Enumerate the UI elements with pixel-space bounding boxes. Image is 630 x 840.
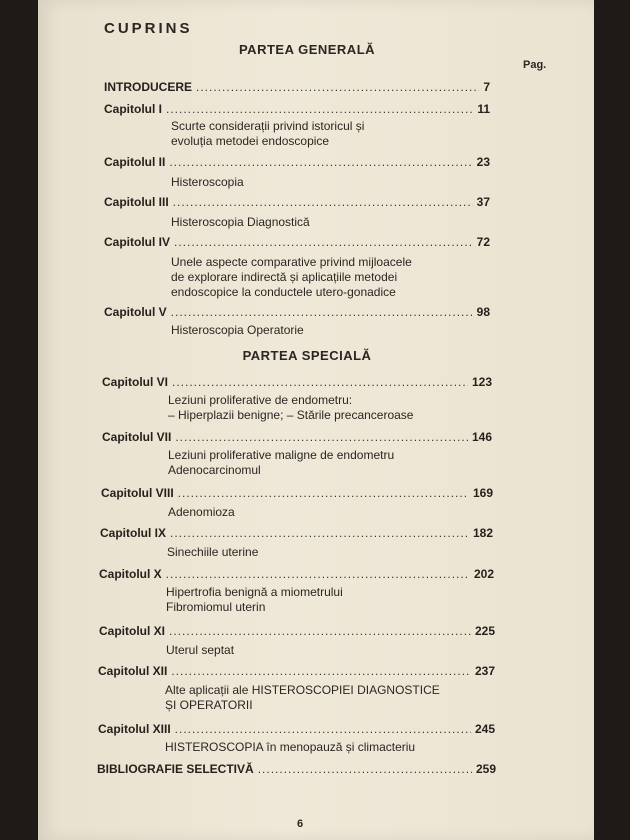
toc-chapter-6-title: Leziuni proliferative de endometru: – Hiperplazii benigne; – Stările precanceroase [168,393,414,422]
toc-chapter-13-title: HISTEROSCOPIA în menopauză și climacteriu [165,740,416,754]
toc-entry-chapter-10 [99,567,494,581]
toc-entry-page: 37 [476,195,490,209]
toc-entry-label: Capitolul X [99,567,162,581]
toc-entry-page: 7 [483,80,490,94]
toc-chapter-3-title: Histeroscopia Diagnostică [171,215,310,229]
section-general-title: PARTEA GENERALĂ [238,42,376,57]
toc-entry-label: Capitolul VI [102,375,168,389]
toc-entry-page: 72 [476,235,490,249]
toc-entry-page: 98 [476,305,490,319]
toc-entry-label: Capitolul II [104,155,166,169]
toc-entry-bibliography [97,762,496,776]
dot-leader [166,102,473,116]
section-special-title: PARTEA SPECIALĂ [242,348,372,363]
toc-entry-label: Capitolul VII [102,430,172,444]
toc-entry-page: 169 [472,486,493,500]
dot-leader [258,762,472,776]
dot-leader [175,430,468,444]
dot-leader [171,305,473,319]
dot-leader [175,722,471,736]
toc-entry-chapter-5 [104,305,490,319]
toc-entry-page: 259 [475,762,496,776]
toc-entry-page: 202 [473,567,494,581]
toc-entry-label: Capitolul XII [98,664,168,678]
toc-chapter-1-title: Scurte considerații privind istoricul și evoluția metodei endoscopice [171,119,365,148]
toc-entry-label: INTRODUCERE [104,80,193,94]
toc-chapter-9-title: Sinechiile uterine [167,545,259,559]
toc-entry-page: 123 [471,375,492,389]
toc-entry-page: 237 [474,664,495,678]
toc-entry-page: 23 [476,155,490,169]
toc-entry-label: Capitolul XI [99,624,165,638]
toc-entry-label: Capitolul IX [100,526,166,540]
toc-chapter-5-title: Histeroscopia Operatorie [171,323,304,337]
dot-leader [178,486,469,500]
toc-entry-chapter-6 [102,375,492,389]
toc-entry-label: Capitolul III [104,195,169,209]
page-number: 6 [297,818,304,830]
toc-chapter-8-title: Adenomioza [168,505,235,519]
toc-entry-page: 182 [472,526,493,540]
toc-entry-label: Capitolul IV [104,235,170,249]
toc-entry-chapter-12 [98,664,495,678]
dot-leader [169,155,472,169]
toc-entry-page: 225 [474,624,495,638]
page-column-label: Pag. [523,59,547,71]
dot-leader [169,624,471,638]
toc-entry-chapter-9 [100,526,493,540]
toc-entry-chapter-8 [101,486,493,500]
toc-entry-chapter-11 [99,624,495,638]
contents-heading: CUPRINS [104,20,193,37]
dot-leader [196,80,479,94]
toc-entry-label: Capitolul XIII [98,722,171,736]
toc-entry-intro [104,80,490,94]
toc-entry-label: Capitolul V [104,305,167,319]
toc-entry-chapter-1 [104,102,490,116]
dot-leader [171,664,471,678]
dot-leader [170,526,469,540]
toc-chapter-2-title: Histeroscopia [171,175,244,189]
dot-leader [172,375,468,389]
toc-chapter-7-title: Leziuni proliferative maligne de endometru Adenocarcinomul [168,448,395,477]
toc-entry-chapter-4 [104,235,490,249]
dot-leader [166,567,470,581]
toc-chapter-4-title: Unele aspecte comparative privind mijloacele de explorare indirectă și aplicațiile metodei endoscopice la conductele utero-gonadice [171,255,412,299]
toc-entry-label: Capitolul I [104,102,162,116]
toc-entry-label: BIBLIOGRAFIE SELECTIVĂ [97,762,254,776]
toc-entry-page: 11 [477,102,490,116]
toc-chapter-10-title: Hipertrofia benignă a miometrului Fibromiomul uterin [166,585,343,614]
toc-entry-chapter-7 [102,430,492,444]
dot-leader [174,235,473,249]
toc-entry-page: 245 [474,722,495,736]
dot-leader [173,195,473,209]
toc-entry-chapter-2 [104,155,490,169]
toc-entry-label: Capitolul VIII [101,486,174,500]
toc-entry-chapter-13 [98,722,495,736]
toc-chapter-12-title: Alte aplicații ale HISTEROSCOPIEI DIAGNOSTICE ȘI OPERATORII [165,683,440,712]
toc-chapter-11-title: Uterul septat [166,643,235,657]
toc-entry-page: 146 [471,430,492,444]
toc-entry-chapter-3 [104,195,490,209]
